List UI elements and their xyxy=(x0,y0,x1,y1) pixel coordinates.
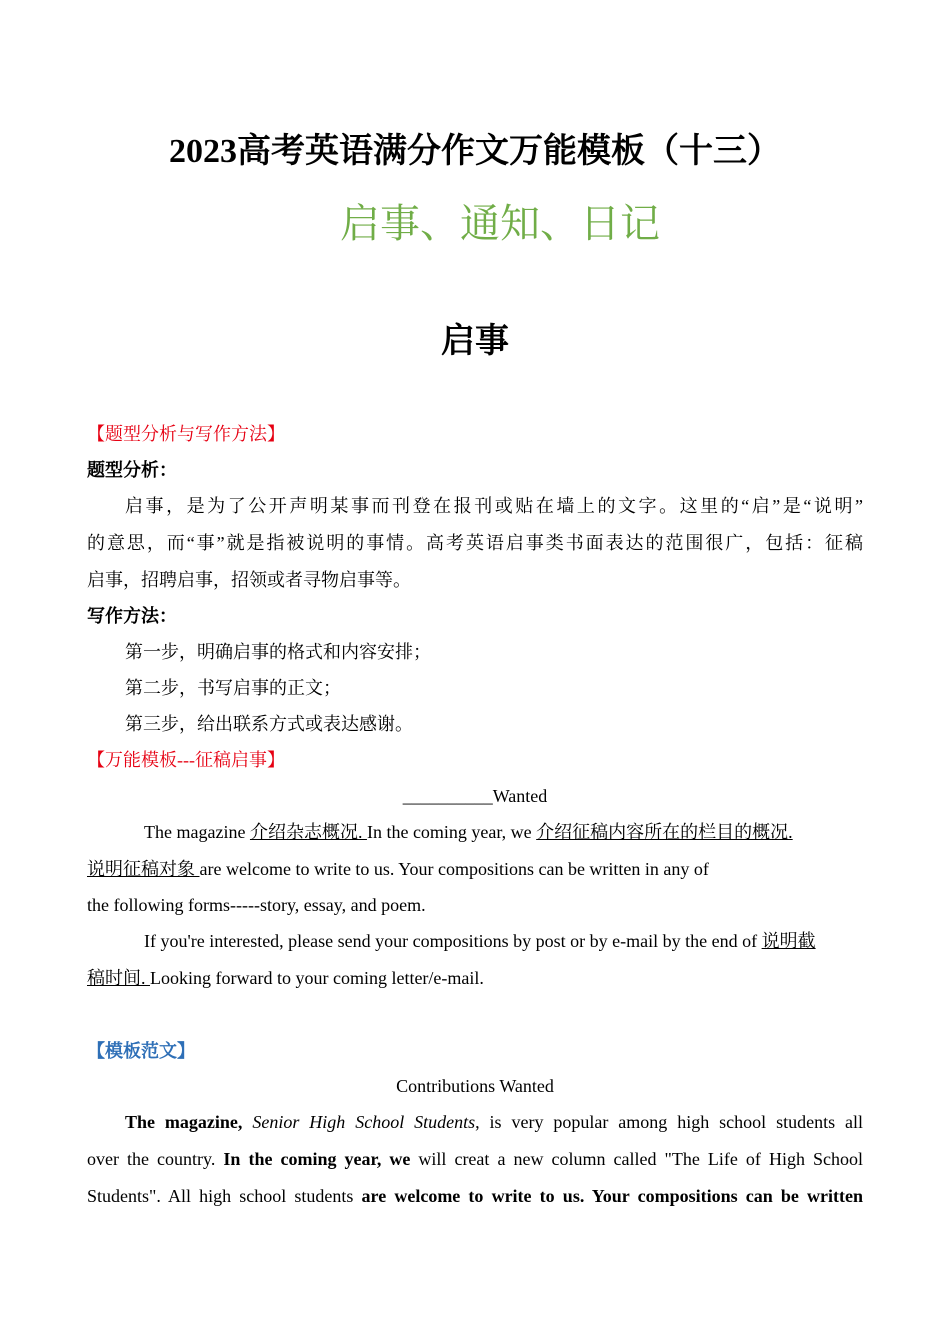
template-heading: 【万能模板---征稿启事】 xyxy=(87,750,285,770)
template-text: Looking forward to your coming letter/e-mail. xyxy=(150,968,484,988)
sample-title: Contributions Wanted xyxy=(396,1076,554,1096)
template-title-word: Wanted xyxy=(492,786,548,806)
sample-line-1 xyxy=(87,1109,863,1135)
step-2: 第二步，书写启事的正文； xyxy=(125,678,341,698)
template-para-2-line-2 xyxy=(87,965,863,991)
template-text: In the coming year, we xyxy=(366,822,537,842)
step-1: 第一步，明确启事的格式和内容安排； xyxy=(125,642,431,662)
type-analysis-line-2: 的意思，而“事”就是指被说明的事情。高考英语启事类书面表达的范围很广，包括：征稿 xyxy=(87,533,863,553)
template-para-2-line-1 xyxy=(87,928,863,954)
template-placeholder-deadline: 说明截 xyxy=(761,931,816,951)
sample-text: will creat a new column called "The Life of High School xyxy=(410,1149,863,1169)
step-3: 第三步，给出联系方式或表达感谢。 xyxy=(125,714,413,734)
sample-line-2 xyxy=(87,1146,863,1172)
page-title: 2023高考英语满分作文万能模板（十三） xyxy=(169,133,781,170)
template-placeholder-target: 说明征稿对象 xyxy=(87,859,200,879)
template-para-1-line-2 xyxy=(87,856,863,882)
section-title: 启事 xyxy=(441,323,509,360)
template-text: are welcome to write to us. Your compositions can be written in any of xyxy=(199,859,709,879)
template-placeholder-magazine: 介绍杂志概况. xyxy=(249,822,367,842)
template-title xyxy=(87,783,863,809)
template-para-1-line-1 xyxy=(87,819,863,845)
template-para-1-line-3: the following forms-----story, essay, and poem. xyxy=(87,895,426,915)
type-analysis-line-1: 启事，是为了公开声明某事而刊登在报刊或贴在墙上的文字。这里的“启”是“说明” xyxy=(125,496,863,516)
sample-bold: are welcome to write to us. Your compositions can be written xyxy=(361,1186,864,1206)
type-analysis-line-3: 启事，招聘启事，招领或者寻物启事等。 xyxy=(87,570,411,590)
template-placeholder-column: 介绍征稿内容所在的栏目的概况. xyxy=(536,822,793,842)
sample-text: Students". All high school students xyxy=(87,1186,362,1206)
sample-line-3 xyxy=(87,1183,863,1209)
template-title-blank: __________ xyxy=(402,786,493,806)
sample-heading: 【模板范文】 xyxy=(87,1041,195,1061)
sample-bold: The magazine, xyxy=(125,1112,243,1132)
sample-text: , is very popular among high school students all xyxy=(475,1112,864,1132)
page-subtitle: 启事、通知、日记 xyxy=(340,201,660,247)
analysis-heading: 【题型分析与写作方法】 xyxy=(87,424,285,444)
sample-text: over the country. xyxy=(87,1149,224,1169)
template-text: The magazine xyxy=(144,822,250,842)
sample-italic: Senior High School Students xyxy=(242,1112,476,1132)
type-analysis-label: 题型分析： xyxy=(87,460,177,480)
sample-bold: In the coming year, we xyxy=(223,1149,411,1169)
template-placeholder-deadline-cont: 稿时间. xyxy=(87,968,150,988)
writing-method-label: 写作方法： xyxy=(87,606,177,626)
template-text: If you're interested, please send your compositions by post or by e-mail by the end of xyxy=(144,931,762,951)
